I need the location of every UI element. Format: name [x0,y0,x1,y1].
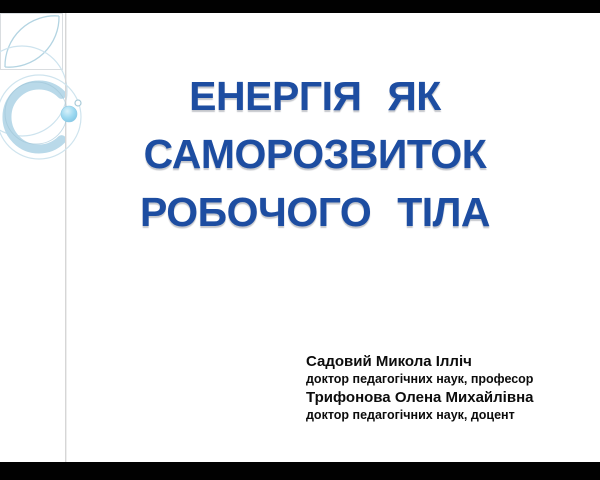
author-2-role: доктор педагогічних наук, доцент [306,408,515,422]
title-line-2: САМОРОЗВИТОК [143,131,487,177]
slide-title [35,67,595,241]
leaf-arc-lower [5,16,59,67]
presentation-slide [0,13,600,462]
author-1-role: доктор педагогічних наук, професор [306,372,534,386]
author-2-name: Трифонова Олена Михайлівна [306,389,534,406]
title-line-1: ЕНЕРГІЯ ЯК [189,73,441,119]
letterbox-top [0,0,600,13]
leaf-arc-upper [5,16,59,67]
authors-block [306,352,533,424]
title-line-3: РОБОЧОГО ТІЛА [139,189,491,235]
letterbox-bottom [0,462,600,480]
author-1-name: Садовий Микола Ілліч [306,353,472,370]
